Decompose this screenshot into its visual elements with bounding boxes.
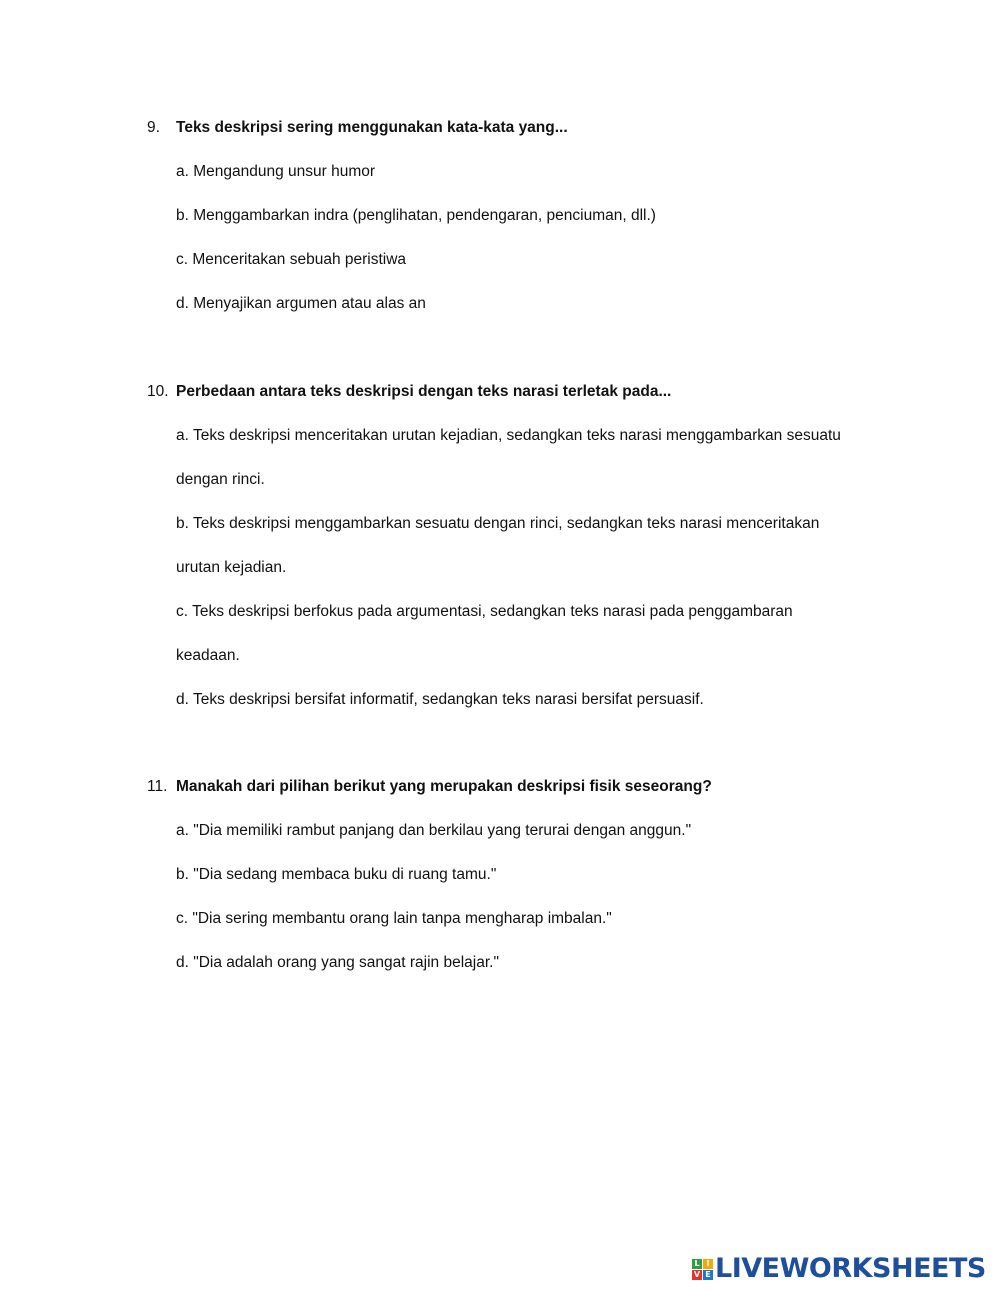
question-number: 9. xyxy=(147,119,160,136)
option-b[interactable]: b. Teks deskripsi menggambarkan sesuatu dengan rinci, sedangkan teks narasi menceritakan xyxy=(176,515,820,532)
option-a[interactable]: a. "Dia memiliki rambut panjang dan berkilau yang terurai dengan anggun." xyxy=(176,822,692,839)
option-a[interactable]: a. Mengandung unsur humor xyxy=(176,163,376,180)
option-d[interactable]: d. "Dia adalah orang yang sangat rajin belajar." xyxy=(176,954,499,971)
logo-icon xyxy=(692,1259,713,1280)
liveworksheets-logo xyxy=(692,1254,986,1284)
question-number: 10. xyxy=(147,383,169,400)
option-a-continued[interactable]: dengan rinci. xyxy=(176,471,265,488)
option-b-continued[interactable]: urutan kejadian. xyxy=(176,559,287,576)
question-text: Manakah dari pilihan berikut yang merupakan deskripsi fisik seseorang? xyxy=(176,778,712,795)
logo-letter-v: V xyxy=(693,1269,701,1279)
option-c[interactable]: c. Menceritakan sebuah peristiwa xyxy=(176,251,407,268)
option-c[interactable]: c. Teks deskripsi berfokus pada argumentasi, sedangkan teks narasi pada penggambaran xyxy=(176,603,793,620)
option-d[interactable]: d. Teks deskripsi bersifat informatif, sedangkan teks narasi bersifat persuasif. xyxy=(176,691,704,708)
logo-letter-l: L xyxy=(692,1259,702,1269)
question-text: Teks deskripsi sering menggunakan kata-kata yang... xyxy=(176,119,568,136)
question-text: Perbedaan antara teks deskripsi dengan teks narasi terletak pada... xyxy=(176,383,672,400)
logo-letter-e: E xyxy=(703,1270,713,1280)
option-c-continued[interactable]: keadaan. xyxy=(176,647,240,664)
option-a[interactable]: a. Teks deskripsi menceritakan urutan kejadian, sedangkan teks narasi menggambarkan sesuatu xyxy=(176,427,841,444)
logo-letter-i: I xyxy=(703,1259,713,1269)
logo-text: LIVEWORKSHEETS xyxy=(715,1253,986,1284)
option-c[interactable]: c. "Dia sering membantu orang lain tanpa mengharap imbalan." xyxy=(176,910,612,927)
question-number: 11. xyxy=(147,778,168,795)
option-b[interactable]: b. "Dia sedang membaca buku di ruang tamu." xyxy=(176,866,497,883)
option-b[interactable]: b. Menggambarkan indra (penglihatan, pendengaran, penciuman, dll.) xyxy=(176,207,656,224)
option-d[interactable]: d. Menyajikan argumen atau alas an xyxy=(176,295,426,312)
